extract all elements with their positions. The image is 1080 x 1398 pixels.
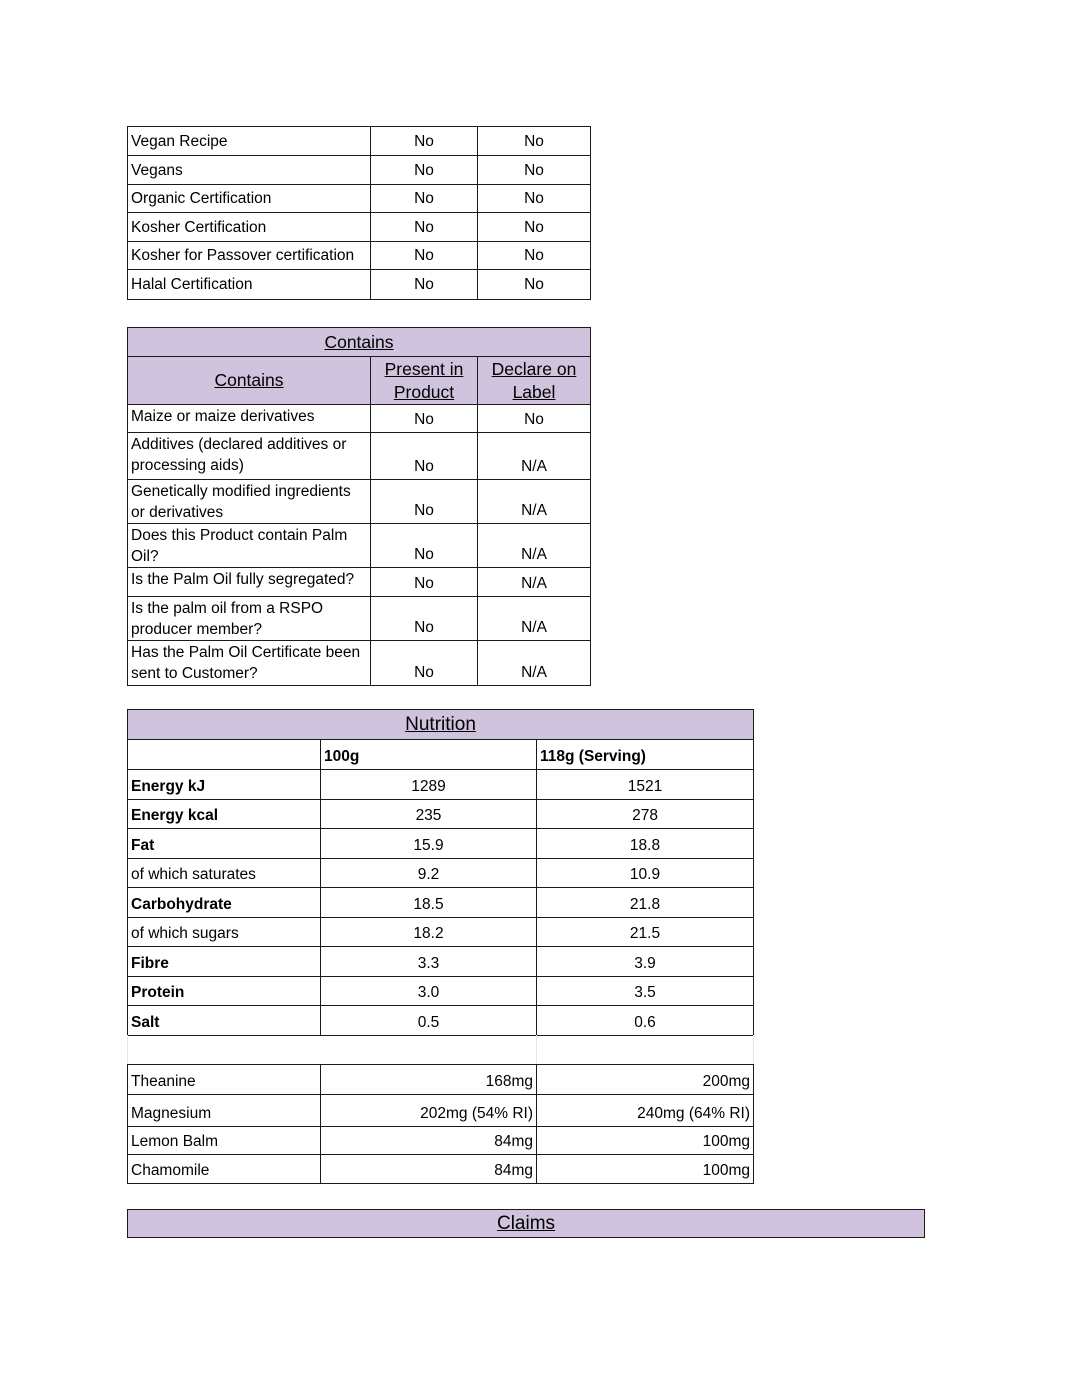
contains-header-row <box>128 357 591 405</box>
declare-value: No <box>478 405 591 433</box>
per-100g-value: 84mg <box>321 1155 537 1184</box>
per-100g-value: 168mg <box>321 1065 537 1095</box>
nutrient-label: Protein <box>128 977 321 1006</box>
ingredient-label: Magnesium <box>128 1095 321 1127</box>
present-value: No <box>371 242 478 270</box>
table-row <box>128 641 591 686</box>
table-row <box>128 524 591 568</box>
table-row <box>128 242 591 270</box>
declare-value: N/A <box>478 524 591 568</box>
table-row <box>128 1065 754 1095</box>
nutrient-label: Fat <box>128 829 321 859</box>
nutrient-label: Energy kJ <box>128 770 321 800</box>
table-row <box>128 597 591 641</box>
table-row <box>128 480 591 524</box>
declare-value: No <box>478 270 591 300</box>
table-row <box>128 213 591 242</box>
claims-table <box>127 1209 925 1238</box>
row-label: Organic Certification <box>128 185 371 213</box>
table-row <box>128 947 754 977</box>
per-100g-value: 0.5 <box>321 1006 537 1036</box>
per-serving-value: 240mg (64% RI) <box>537 1095 754 1127</box>
per-serving-value: 21.8 <box>537 888 754 918</box>
table-row <box>128 1095 754 1127</box>
declare-value: No <box>478 185 591 213</box>
nutrient-label: Carbohydrate <box>128 888 321 918</box>
row-label: Vegan Recipe <box>128 127 371 156</box>
per-100g-header: 100g <box>321 740 537 770</box>
table-row <box>128 185 591 213</box>
per-100g-value: 18.2 <box>321 918 537 947</box>
per-100g-value: 1289 <box>321 770 537 800</box>
declare-value: No <box>478 156 591 185</box>
per-100g-value: 9.2 <box>321 859 537 888</box>
nutrient-label: Energy kcal <box>128 800 321 829</box>
contains-title: Contains <box>128 328 591 357</box>
declare-value: No <box>478 213 591 242</box>
present-value: No <box>371 213 478 242</box>
nutrient-label: of which saturates <box>128 859 321 888</box>
per-serving-value: 200mg <box>537 1065 754 1095</box>
supplement-table <box>127 1064 754 1184</box>
contains-table <box>127 327 591 686</box>
present-value: No <box>371 568 478 597</box>
nutrition-title-row <box>128 710 754 740</box>
declare-value: N/A <box>478 480 591 524</box>
per-100g-value: 202mg (54% RI) <box>321 1095 537 1127</box>
table-row <box>128 888 754 918</box>
declare-value: No <box>478 242 591 270</box>
nutrition-header-row <box>128 740 754 770</box>
present-value: No <box>371 185 478 213</box>
nutrition-title: Nutrition <box>128 710 754 740</box>
ingredient-label: Theanine <box>128 1065 321 1095</box>
present-column-header: Present in Product <box>371 357 478 405</box>
per-serving-value: 1521 <box>537 770 754 800</box>
nutrient-label: Salt <box>128 1006 321 1036</box>
per-100g-value: 3.0 <box>321 977 537 1006</box>
declare-value: N/A <box>478 433 591 480</box>
per-serving-header: 118g (Serving) <box>537 740 754 770</box>
row-label: Does this Product contain Palm Oil? <box>128 524 371 568</box>
per-100g-value: 15.9 <box>321 829 537 859</box>
ingredient-label: Lemon Balm <box>128 1127 321 1155</box>
table-row <box>128 568 591 597</box>
present-value: No <box>371 270 478 300</box>
declare-value: No <box>478 127 591 156</box>
per-serving-value: 0.6 <box>537 1006 754 1036</box>
present-value: No <box>371 480 478 524</box>
present-value: No <box>371 524 478 568</box>
contains-title-row <box>128 328 591 357</box>
row-label: Kosher Certification <box>128 213 371 242</box>
per-serving-value: 3.9 <box>537 947 754 977</box>
declare-value: N/A <box>478 641 591 686</box>
present-value: No <box>371 405 478 433</box>
row-label: Kosher for Passover certification <box>128 242 371 270</box>
certification-table <box>127 126 591 300</box>
present-value: No <box>371 597 478 641</box>
table-row <box>128 433 591 480</box>
row-label: Additives (declared additives or processing aids) <box>128 433 371 480</box>
table-row <box>128 405 591 433</box>
row-label: Is the Palm Oil fully segregated? <box>128 568 371 597</box>
nutrition-table <box>127 709 754 1036</box>
present-value: No <box>371 156 478 185</box>
per-100g-value: 84mg <box>321 1127 537 1155</box>
per-100g-value: 18.5 <box>321 888 537 918</box>
per-100g-value: 235 <box>321 800 537 829</box>
row-label: Maize or maize derivatives <box>128 405 371 433</box>
row-label: Genetically modified ingredients or derivatives <box>128 480 371 524</box>
declare-value: N/A <box>478 568 591 597</box>
table-row <box>128 127 591 156</box>
contains-column-header: Contains <box>128 357 371 405</box>
table-row <box>128 977 754 1006</box>
per-serving-value: 278 <box>537 800 754 829</box>
table-row <box>128 1155 754 1184</box>
per-serving-value: 21.5 <box>537 918 754 947</box>
table-row <box>128 829 754 859</box>
table-row <box>128 918 754 947</box>
table-row <box>128 1127 754 1155</box>
table-row <box>128 859 754 888</box>
present-value: No <box>371 641 478 686</box>
per-serving-value: 3.5 <box>537 977 754 1006</box>
table-spacer <box>127 1035 754 1064</box>
claims-title-row <box>128 1210 925 1238</box>
row-label: Is the palm oil from a RSPO producer member? <box>128 597 371 641</box>
table-row <box>128 1006 754 1036</box>
table-row <box>128 800 754 829</box>
nutrition-blank-header <box>128 740 321 770</box>
table-row <box>128 770 754 800</box>
nutrient-label: Fibre <box>128 947 321 977</box>
declare-column-header: Declare on Label <box>478 357 591 405</box>
table-row <box>128 156 591 185</box>
per-serving-value: 100mg <box>537 1155 754 1184</box>
nutrient-label: of which sugars <box>128 918 321 947</box>
claims-title: Claims <box>128 1210 925 1238</box>
per-serving-value: 18.8 <box>537 829 754 859</box>
row-label: Has the Palm Oil Certificate been sent to Customer? <box>128 641 371 686</box>
per-serving-value: 10.9 <box>537 859 754 888</box>
present-value: No <box>371 127 478 156</box>
declare-value: N/A <box>478 597 591 641</box>
ingredient-label: Chamomile <box>128 1155 321 1184</box>
per-serving-value: 100mg <box>537 1127 754 1155</box>
row-label: Vegans <box>128 156 371 185</box>
row-label: Halal Certification <box>128 270 371 300</box>
table-row <box>128 270 591 300</box>
present-value: No <box>371 433 478 480</box>
per-100g-value: 3.3 <box>321 947 537 977</box>
